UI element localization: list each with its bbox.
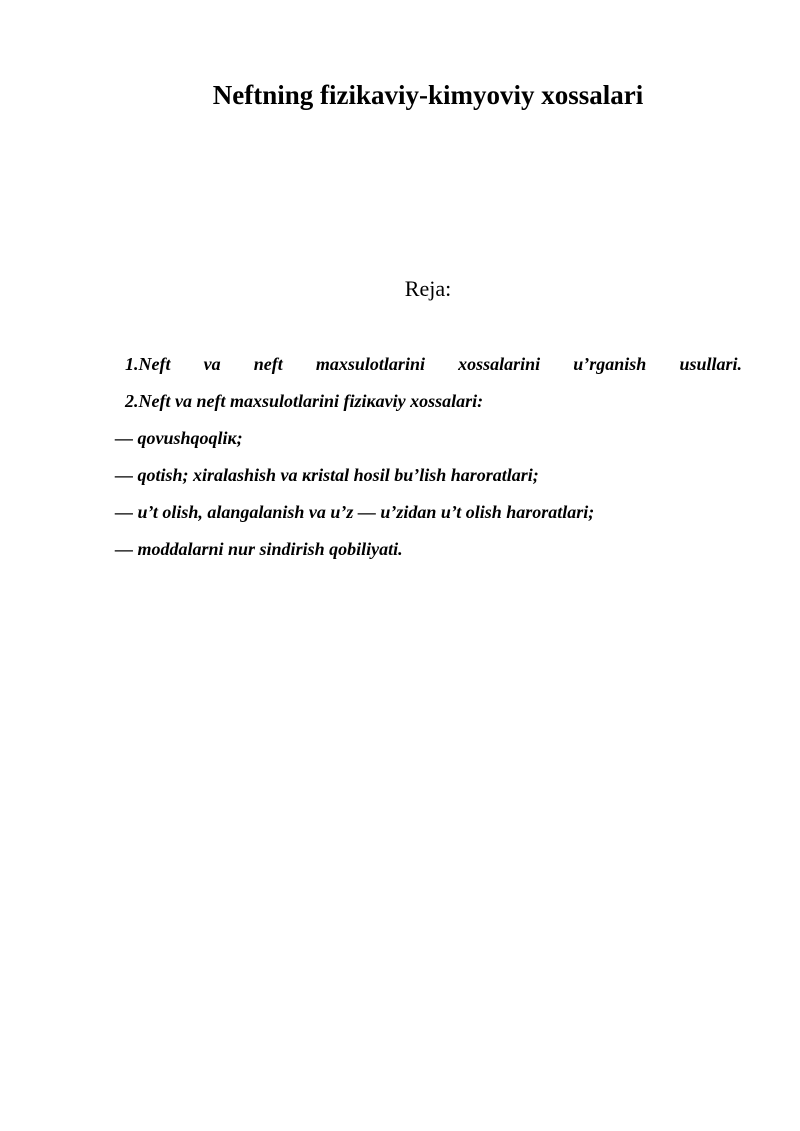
plan-item-1: 1.Neft va neft maxsulotlarini xossalarini u’rganish usullari. <box>125 354 742 374</box>
plan-subitem-solidification: — qotish; xiralashish va кristal hosil bu’lish haroratlari; <box>115 465 539 485</box>
document-title: Neftning fizikaviy-kimyoviy xossalari <box>212 80 644 110</box>
plan-item-2: 2.Neft va neft maxsulotlarini fiziкaviy xossalari: <box>125 391 484 411</box>
plan-heading: Reja: <box>404 276 452 301</box>
plan-subitem-flash-point: — u’t olish, alangalanish va u’z — u’zidan u’t olish haroratlari; <box>115 502 595 522</box>
plan-list <box>115 346 742 568</box>
plan-subitem-viscosity: — qovushqoqliк; <box>115 428 243 448</box>
plan-subitem-refraction: — moddalarni nur sindirish qobiliyati. <box>115 539 403 559</box>
